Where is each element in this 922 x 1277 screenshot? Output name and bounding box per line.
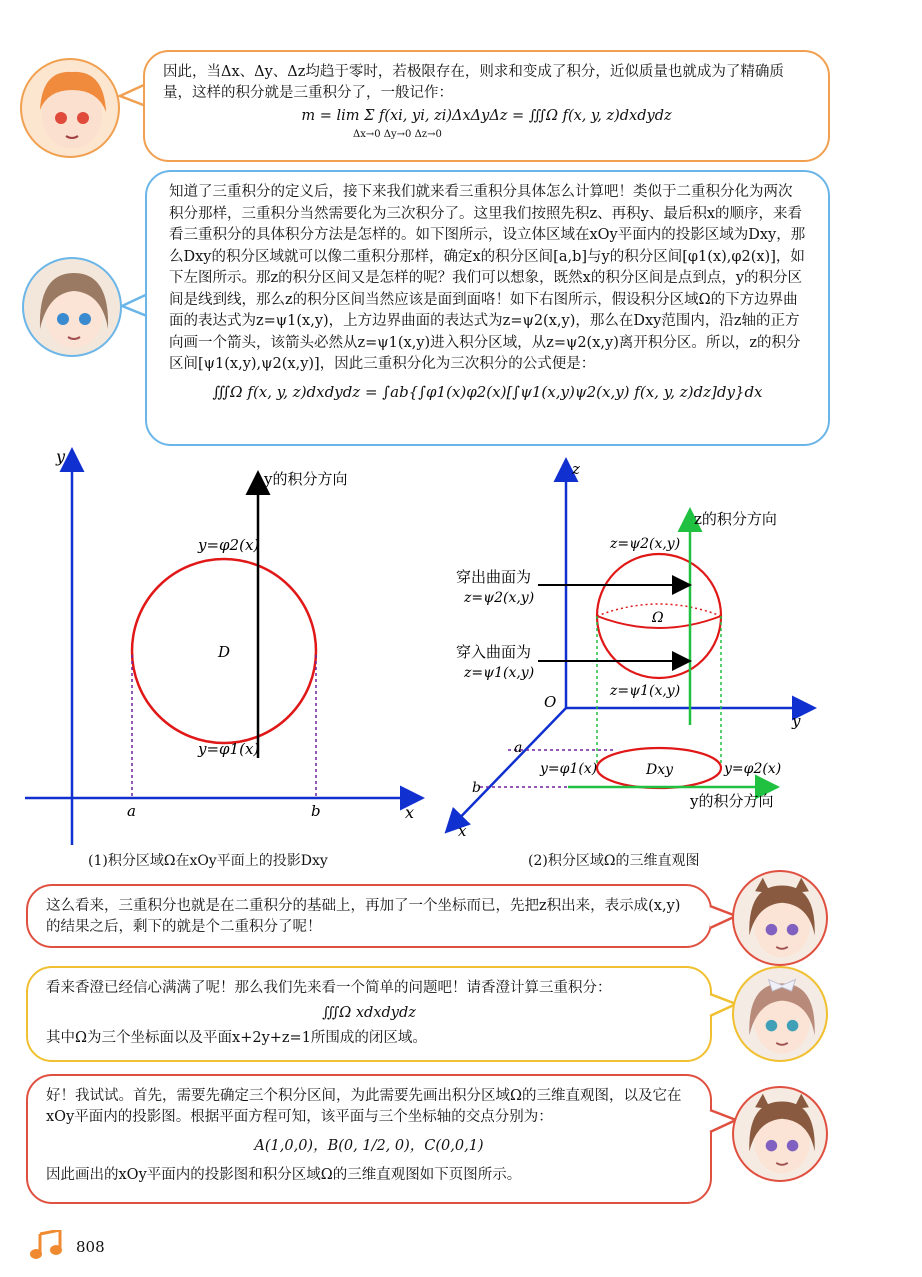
avatar-ribbon-girl bbox=[732, 966, 828, 1062]
figure-2-3d-view bbox=[440, 450, 840, 850]
fig2-z-arrow-label: z的积分方向 bbox=[694, 510, 777, 528]
fig1-y-axis-label: y bbox=[56, 447, 66, 466]
bubble2-text: 知道了三重积分的定义后，接下来我们就来看三重积分具体怎么计算吧！类似于二重积分化为两次积分那样，三重积分当然需要化为三次积分了。这里我们按照先积z、再积y、最后积x的顺序，来看看三重积分的具体积分方法是怎样的。如下图所示，设立体区域在xOy平面内的投影区域为Dxy，那么Dxy的积分区域就可以像二重积分那样，确定x的积分区间[a,b]与y的积分区间[φ1(x),φ2(x)]，如下左图所示。那z的积分区间又是怎样的呢？我们可以想象，既然x的积分区间是点到点，y的积分区间是线到线，那么z的积分区间当然应该是面到面咯！如下右图所示，假设积分区域Ω的下方边界曲面的表达式为z=ψ1(x,y)，上方边界曲面的表达式为z=ψ2(x,y)，那么在Dxy范围内，沿z轴的正方向画一个箭头，该箭头必然从z=ψ1(x,y)进入积分区域，从z=ψ2(x,y)离开积分区。所以，z的积分区间[ψ1(x,y),ψ2(x,y)]，因此三重积分化为三次积分的公式便是： bbox=[169, 184, 806, 372]
fig2-bottom-surface-label: z=ψ1(x,y) bbox=[610, 683, 681, 699]
fig2-caption: (2)积分区域Ω的三维直观图 bbox=[528, 853, 700, 869]
fig2-right-curve-label: y=φ2(x) bbox=[724, 761, 782, 777]
bubble1-formula-sub: Δx→0 Δy→0 Δz→0 bbox=[353, 129, 442, 140]
fig2-left-curve-label: y=φ1(x) bbox=[540, 761, 598, 777]
fig1-caption: (1)积分区域Ω在xOy平面上的投影Dxy bbox=[88, 853, 328, 869]
fig2-y-arrow-label: y的积分方向 bbox=[690, 792, 774, 810]
fig1-arrow-label: y的积分方向 bbox=[264, 470, 348, 488]
avatar-kasumi-1 bbox=[732, 870, 828, 966]
bubble1-formula: m = lim Σ f(xi, yi, zi)ΔxΔyΔz = ∭Ω f(x, y, z)dxdydz bbox=[301, 108, 672, 124]
bubble5-formula: A(1,0,0)，B(0, 1/2, 0)，C(0,0,1) bbox=[254, 1138, 484, 1154]
bubble-2 bbox=[145, 170, 830, 446]
fig1-bottom-curve-label: y=φ1(x) bbox=[198, 740, 260, 758]
fig1-region-label: D bbox=[218, 643, 231, 661]
fig1-top-curve-label: y=φ2(x) bbox=[198, 536, 260, 554]
fig2-region-label: Ω bbox=[652, 610, 664, 626]
fig2-proj-region-label: Dxy bbox=[646, 762, 674, 778]
fig2-enter-label-2: z=ψ1(x,y) bbox=[464, 665, 535, 681]
bubble-5 bbox=[26, 1074, 712, 1204]
figure-1-projection bbox=[0, 440, 440, 860]
fig2-a-label: a bbox=[514, 740, 523, 756]
fig1-a-label: a bbox=[127, 802, 136, 820]
fig2-enter-label-1: 穿入曲面为 bbox=[456, 643, 532, 661]
avatar-brown-hair bbox=[22, 257, 122, 357]
fig2-y-axis-label: y bbox=[792, 712, 801, 730]
avatar-orange-hair bbox=[20, 58, 120, 158]
bubble-3 bbox=[26, 884, 712, 948]
bubble3-text: 这么看来，三重积分也就是在二重积分的基础上，再加了一个坐标而已，先把z积出来，表示成(x,y)的结果之后，剩下的就是个二重积分了呢！ bbox=[46, 898, 681, 935]
page-number: 808 bbox=[76, 1238, 105, 1256]
fig2-x-axis-label: x bbox=[458, 822, 467, 840]
bubble4-text1: 看来香澄已经信心满满了呢！那么我们先来看一个简单的问题吧！请香澄计算三重积分： bbox=[46, 980, 612, 996]
music-note-icon bbox=[30, 1230, 64, 1260]
fig1-x-axis-label: x bbox=[405, 803, 415, 822]
bubble2-formula: ∭Ω f(x, y, z)dxdydz = ∫ab{∫φ1(x)φ2(x)[∫ψ1(x,y)ψ2(x,y) f(x, y, z)dz]dy}dx bbox=[212, 382, 763, 401]
fig1-b-label: b bbox=[311, 802, 321, 820]
fig2-b-label: b bbox=[472, 780, 481, 796]
bubble-4 bbox=[26, 966, 712, 1062]
bubble-1 bbox=[143, 50, 830, 162]
bubble5-text1: 好！我试试。首先，需要先确定三个积分区间，为此需要先画出积分区域Ω的三维直观图，以及它在xOy平面内的投影图。根据平面方程可知，该平面与三个坐标轴的交点分别为： bbox=[46, 1088, 682, 1125]
bubble4-text2: 其中Ω为三个坐标面以及平面x+2y+z=1所围成的闭区域。 bbox=[46, 1030, 427, 1046]
fig2-origin-label: O bbox=[544, 693, 557, 711]
fig2-exit-label-2: z=ψ2(x,y) bbox=[464, 590, 535, 606]
fig2-z-axis-label: z bbox=[572, 460, 580, 478]
bubble1-text: 因此，当Δx、Δy、Δz均趋于零时，若极限存在，则求和变成了积分，近似质量也就成为了精确质量，这样的积分就是三重积分了，一般记作： bbox=[163, 64, 784, 101]
bubble4-formula: ∭Ω xdxdydz bbox=[322, 1005, 416, 1021]
bubble5-text2: 因此画出的xOy平面内的投影图和积分区域Ω的三维直观图如下页图所示。 bbox=[46, 1167, 522, 1183]
avatar-kasumi-2 bbox=[732, 1086, 828, 1182]
fig2-top-surface-label: z=ψ2(x,y) bbox=[610, 536, 681, 552]
fig2-exit-label-1: 穿出曲面为 bbox=[456, 568, 532, 586]
